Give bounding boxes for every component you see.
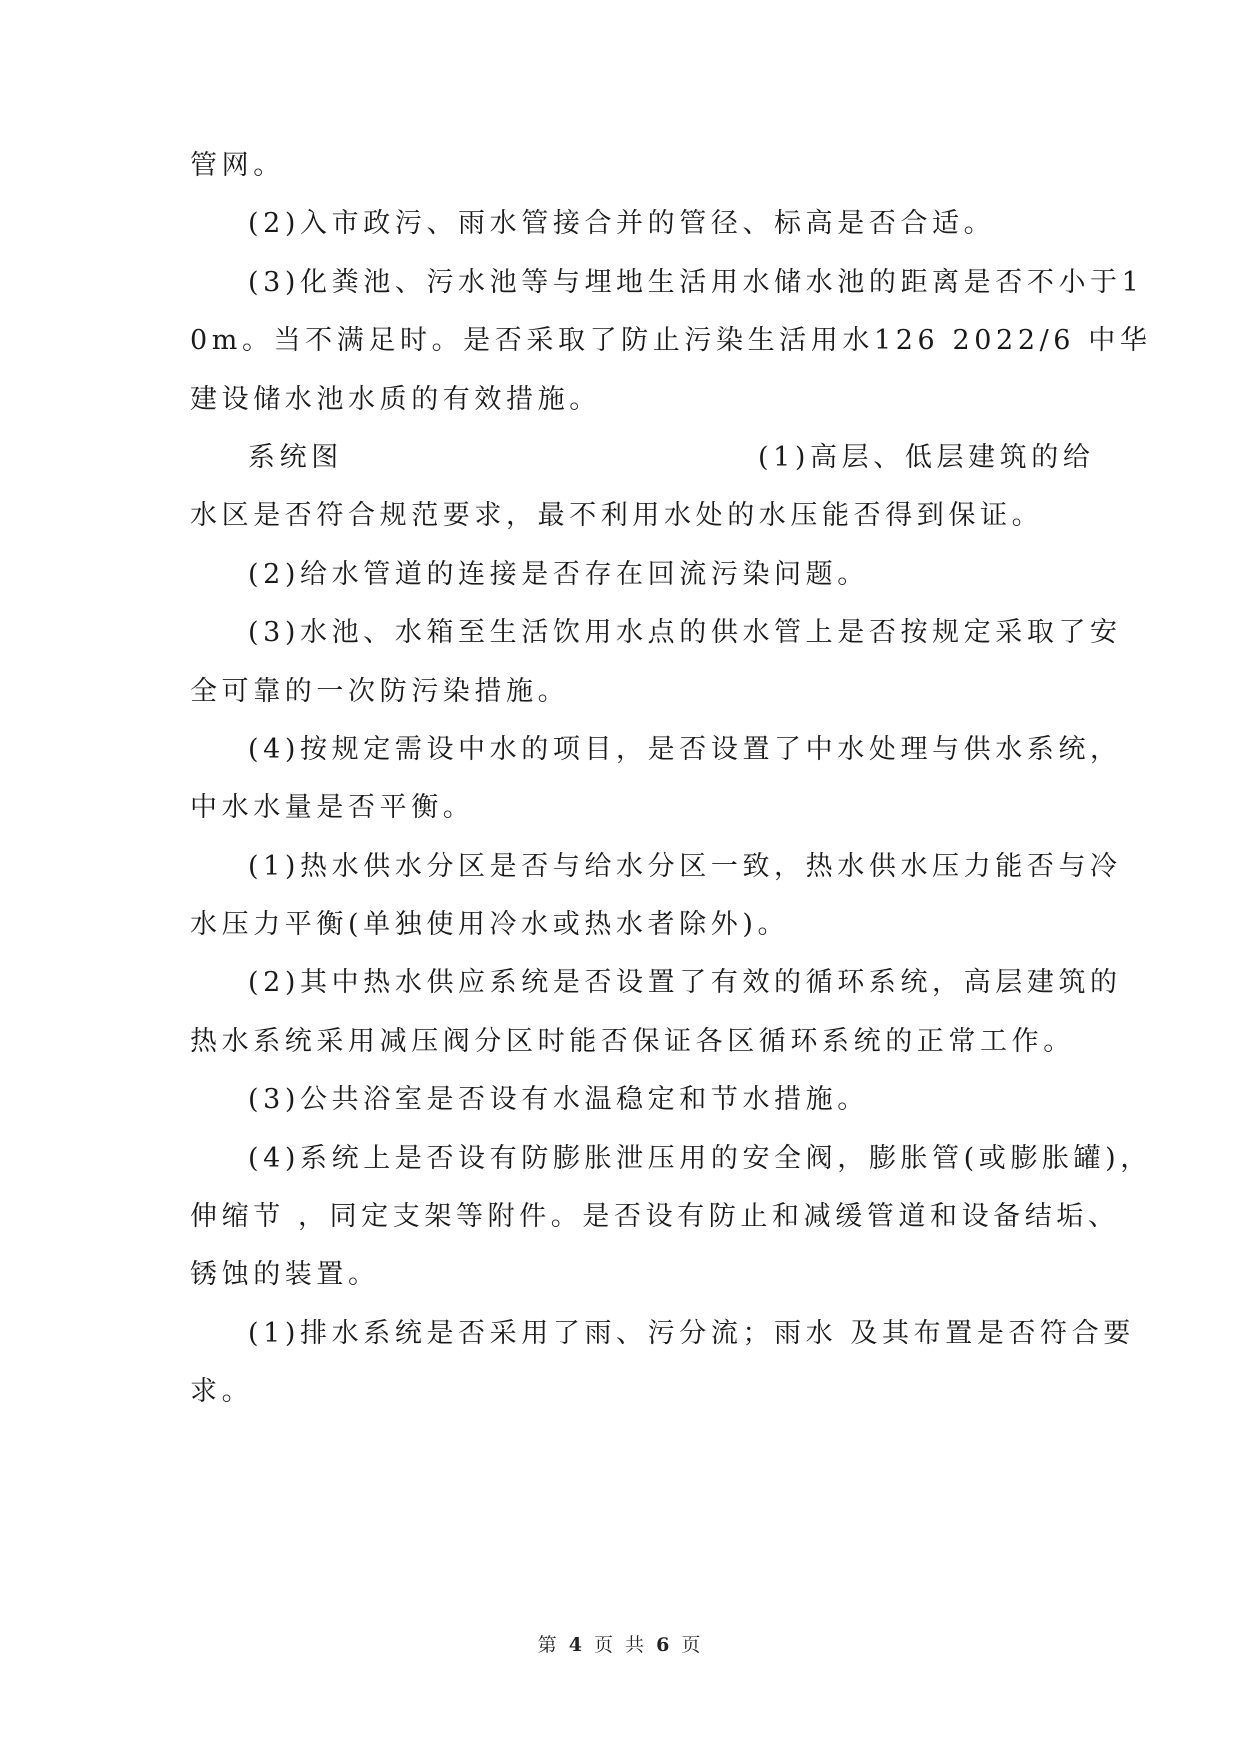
text-line: (3)化粪池、污水池等与埋地生活用水储水池的距离是否不小于1 xyxy=(248,267,1144,298)
text-line: 水区是否符合规范要求，最不利用水处的水压能否得到保证。 xyxy=(190,500,1044,531)
text-line: (1)高层、低层建筑的给 xyxy=(758,442,1095,473)
text-line: 管网。 xyxy=(190,150,285,181)
text-line: (2)入市政污、雨水管接合并的管径、标高是否合适。 xyxy=(248,208,996,239)
text-line: 水压力平衡(单独使用冷水或热水者除外)。 xyxy=(190,909,790,940)
footer-suffix: 页 xyxy=(681,1634,704,1656)
text-line: 建设储水池水质的有效措施。 xyxy=(190,384,601,415)
text-line: 全可靠的一次防污染措施。 xyxy=(190,676,570,707)
section-label: 系统图 xyxy=(248,442,343,473)
text-line: (1)排水系统是否采用了雨、污分流；雨水 及其布置是否符合要 xyxy=(248,1318,1135,1349)
text-line: (3)水池、水箱至生活饮用水点的供水管上是否按规定采取了安 xyxy=(248,617,1122,648)
text-line: 锈蚀的装置。 xyxy=(190,1259,380,1290)
text-line: (2)给水管道的连接是否存在回流污染问题。 xyxy=(248,559,869,590)
text-line: (2)其中热水供应系统是否设置了有效的循环系统，高层建筑的 xyxy=(248,967,1122,998)
text-line: 0m。当不满足时。是否采取了防止污染生活用水126 2022/6 中华 xyxy=(190,325,1152,356)
total-page-count: 6 xyxy=(656,1634,673,1656)
text-line: (3)公共浴室是否设有水温稳定和节水措施。 xyxy=(248,1084,869,1115)
current-page-number: 4 xyxy=(568,1634,585,1656)
text-line: (4)系统上是否设有防膨胀泄压用的安全阀，膨胀管(或膨胀罐)， xyxy=(248,1143,1152,1174)
footer-prefix: 第 xyxy=(537,1634,560,1656)
page-footer xyxy=(0,1630,1241,1657)
text-line: 中水水量是否平衡。 xyxy=(190,792,475,823)
text-line: 求。 xyxy=(190,1376,254,1407)
text-line: 热水系统采用减压阀分区时能否保证各区循环系统的正常工作。 xyxy=(190,1026,1075,1057)
text-line: (1)热水供水分区是否与给水分区一致，热水供水压力能否与冷 xyxy=(248,851,1122,882)
text-line: (4)按规定需设中水的项目，是否设置了中水处理与供水系统， xyxy=(248,734,1122,765)
text-line: 伸缩节 ，同定支架等附件。是否设有防止和减缓管道和设备结垢、 xyxy=(190,1201,1120,1232)
footer-middle: 页 共 xyxy=(593,1634,648,1656)
